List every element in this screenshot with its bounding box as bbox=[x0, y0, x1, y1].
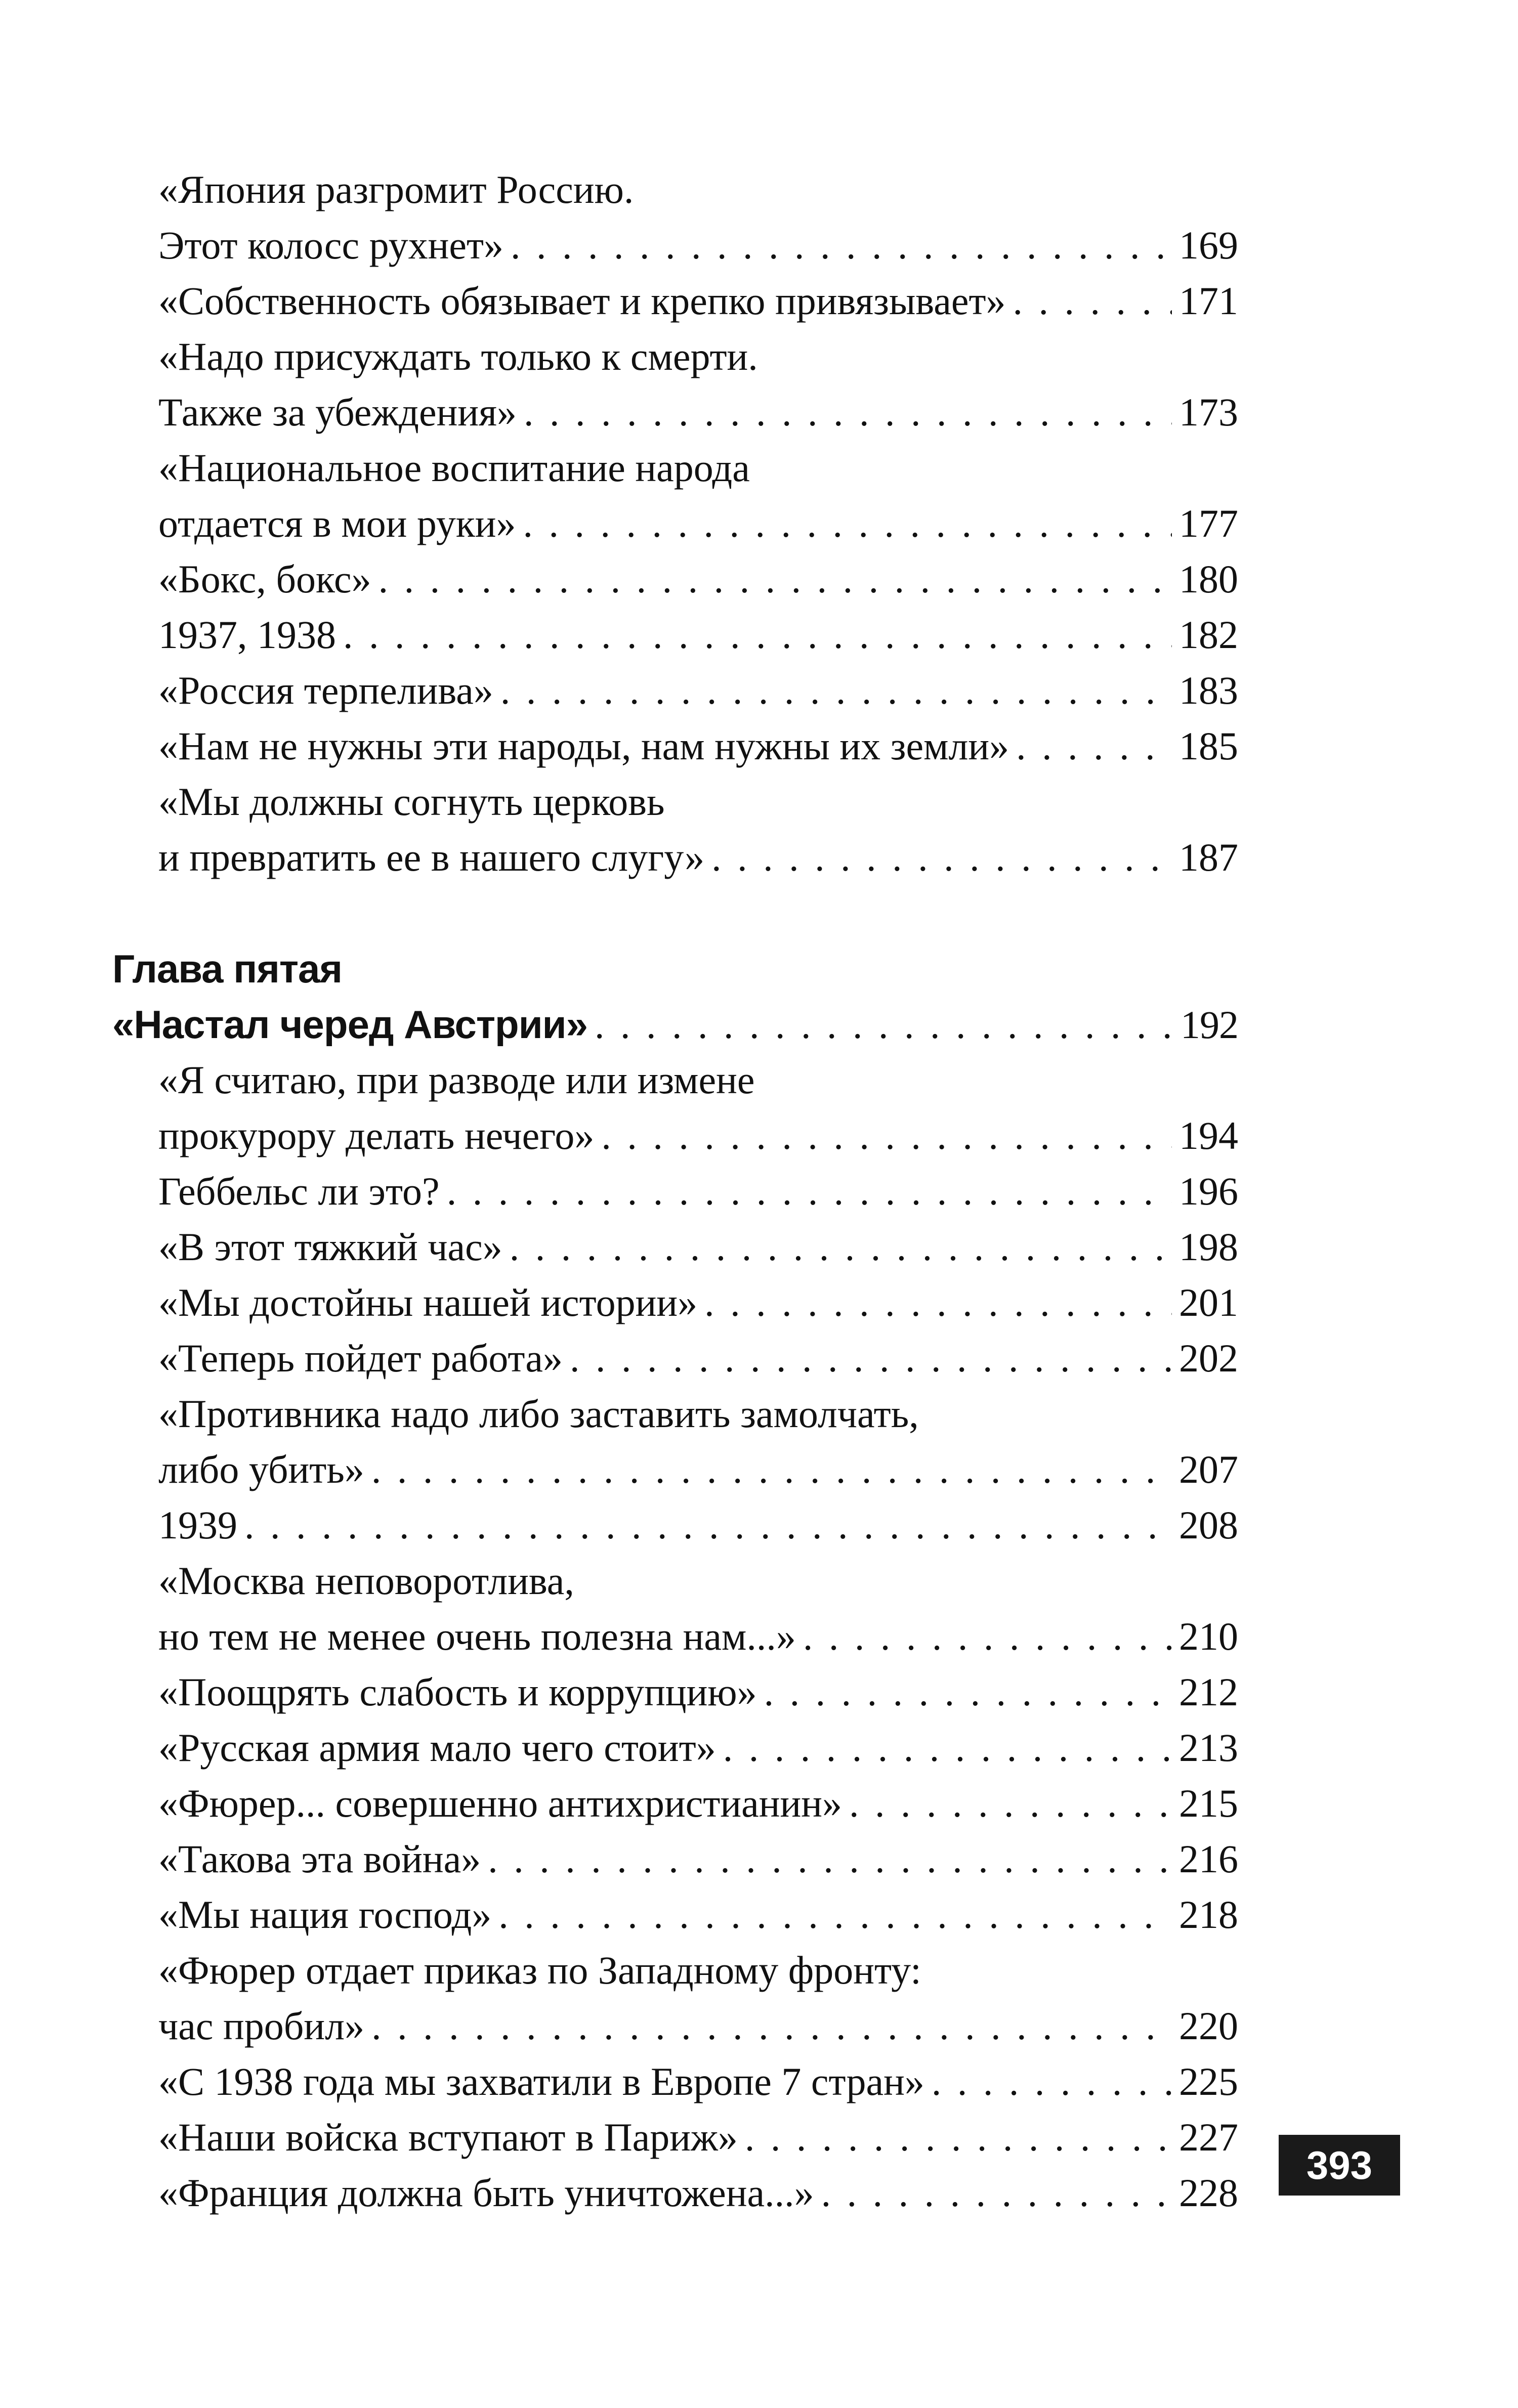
toc-entry[interactable] bbox=[158, 1776, 1238, 1831]
toc-entry[interactable] bbox=[158, 2110, 1238, 2165]
toc-page-number: 208 bbox=[1179, 1503, 1238, 1547]
toc-page-number: 192 bbox=[1180, 1003, 1238, 1047]
toc-entry-title: «Нам не нужны эти народы, нам нужны их земли» bbox=[158, 724, 1009, 768]
dot-leader bbox=[745, 2110, 1172, 2165]
toc-entry-title: Этот колосс рухнет» bbox=[158, 223, 504, 267]
toc-entry[interactable] bbox=[158, 1720, 1238, 1776]
toc-entry-title: «Мы нация господ» bbox=[158, 1893, 492, 1937]
toc-page-number: 218 bbox=[1179, 1893, 1238, 1937]
dot-leader bbox=[488, 1831, 1172, 1887]
dot-leader bbox=[570, 1330, 1172, 1386]
toc-page-number: 213 bbox=[1179, 1726, 1238, 1770]
toc-entry[interactable] bbox=[158, 1887, 1238, 1943]
dot-leader bbox=[447, 1164, 1172, 1219]
dot-leader bbox=[803, 1609, 1172, 1664]
toc-page-number: 225 bbox=[1179, 2059, 1238, 2103]
toc-entry-title: либо убить» bbox=[158, 1447, 364, 1491]
toc-page-number: 198 bbox=[1179, 1225, 1238, 1269]
toc-entry-title: «В этот тяжкий час» bbox=[158, 1225, 502, 1269]
dot-leader bbox=[511, 218, 1172, 273]
toc-entry-title: и превратить ее в нашего слугу» bbox=[158, 835, 705, 879]
toc-page-number: 210 bbox=[1179, 1614, 1238, 1658]
dot-leader bbox=[595, 997, 1173, 1053]
toc-entry-title: «С 1938 года мы захватили в Европе 7 стран» bbox=[158, 2059, 924, 2103]
toc-entry-title: Геббельс ли это? bbox=[158, 1169, 440, 1213]
toc-page-number: 212 bbox=[1179, 1670, 1238, 1714]
toc-entry-line: «Москва неповоротлива, bbox=[158, 1559, 574, 1603]
toc-entry-title: «Такова эта война» bbox=[158, 1837, 481, 1881]
dot-leader bbox=[1016, 718, 1172, 774]
dot-leader bbox=[244, 1497, 1172, 1553]
toc-page-number: 202 bbox=[1179, 1336, 1238, 1380]
chapter-title-entry[interactable] bbox=[112, 997, 1238, 1052]
toc-entry[interactable] bbox=[158, 1275, 1238, 1330]
toc-entry-title: «Теперь пойдет работа» bbox=[158, 1336, 563, 1380]
toc-page-number: 180 bbox=[1179, 557, 1238, 601]
toc-page-number: 185 bbox=[1179, 724, 1238, 768]
toc-entry-line: «Противника надо либо заставить замолчать, bbox=[158, 1392, 919, 1436]
toc-entry-line: «Фюрер отдает приказ по Западному фронту: bbox=[158, 1948, 921, 1992]
toc-entry[interactable] bbox=[158, 273, 1238, 329]
toc-entry-title: отдается в мои руки» bbox=[158, 501, 516, 545]
toc-page-number: 177 bbox=[1179, 501, 1238, 545]
toc-entry-title: «Мы достойны нашей истории» bbox=[158, 1280, 698, 1324]
toc-page-number: 169 bbox=[1179, 223, 1238, 267]
dot-leader bbox=[523, 496, 1172, 551]
toc-entry-title: час пробил» bbox=[158, 2004, 365, 2048]
toc-entry[interactable] bbox=[158, 1998, 1238, 2054]
toc-page-number: 194 bbox=[1179, 1113, 1238, 1157]
toc-entry[interactable] bbox=[158, 607, 1238, 663]
toc-page-number: 228 bbox=[1179, 2171, 1238, 2215]
dot-leader bbox=[378, 551, 1172, 607]
toc-page-number: 216 bbox=[1179, 1837, 1238, 1881]
toc-entry[interactable] bbox=[158, 1164, 1238, 1219]
toc-entry-title: «Наши войска вступают в Париж» bbox=[158, 2115, 738, 2159]
toc-page-number: 207 bbox=[1179, 1447, 1238, 1491]
dot-leader bbox=[723, 1720, 1172, 1776]
toc-entry-title: «Франция должна быть уничтожена...» bbox=[158, 2171, 814, 2215]
toc-entry[interactable] bbox=[158, 718, 1238, 774]
toc-entry-title: прокурору делать нечего» bbox=[158, 1113, 595, 1157]
toc-page-number: 196 bbox=[1179, 1169, 1238, 1213]
toc-entry-title: «Фюрер... совершенно антихристианин» bbox=[158, 1781, 842, 1825]
dot-leader bbox=[932, 2054, 1172, 2110]
toc-page-number: 215 bbox=[1179, 1781, 1238, 1825]
toc-entry[interactable] bbox=[158, 1609, 1238, 1664]
toc-page-number: 182 bbox=[1179, 613, 1238, 657]
toc-entry[interactable] bbox=[158, 384, 1238, 440]
dot-leader bbox=[500, 663, 1172, 718]
toc-entry[interactable] bbox=[158, 551, 1238, 607]
dot-leader bbox=[1013, 273, 1172, 329]
toc-entry-title: «Поощрять слабость и коррупцию» bbox=[158, 1670, 757, 1714]
toc-entry[interactable] bbox=[158, 663, 1238, 718]
toc-page-number: 227 bbox=[1179, 2115, 1238, 2159]
toc-entry[interactable] bbox=[158, 1442, 1238, 1497]
toc-entry[interactable] bbox=[158, 1219, 1238, 1275]
toc-page-number: 187 bbox=[1179, 835, 1238, 879]
dot-leader bbox=[764, 1664, 1172, 1720]
toc-entry[interactable] bbox=[158, 2054, 1238, 2110]
dot-leader bbox=[601, 1108, 1172, 1164]
toc-entry[interactable] bbox=[158, 1664, 1238, 1720]
toc-entry[interactable] bbox=[158, 830, 1238, 885]
toc-page-number: 201 bbox=[1179, 1280, 1238, 1324]
toc-entry-line: «Япония разгромит Россию. bbox=[158, 167, 634, 211]
toc-entry-line: «Национальное воспитание народа bbox=[158, 446, 750, 490]
dot-leader bbox=[510, 1219, 1172, 1275]
page-number-badge: 393 bbox=[1279, 2135, 1400, 2196]
toc-entry-title: «Русская армия мало чего стоит» bbox=[158, 1726, 716, 1770]
toc-entry-title: 1937, 1938 bbox=[158, 613, 336, 657]
toc-entry-title: «Настал черед Австрии» bbox=[112, 1002, 587, 1047]
dot-leader bbox=[371, 1442, 1172, 1497]
toc-entry-title: 1939 bbox=[158, 1503, 237, 1547]
toc-page-number: 173 bbox=[1179, 390, 1238, 434]
dot-leader bbox=[343, 607, 1172, 663]
toc-entry[interactable] bbox=[158, 1497, 1238, 1553]
dot-leader bbox=[711, 830, 1172, 885]
dot-leader bbox=[821, 2165, 1172, 2221]
dot-leader bbox=[704, 1275, 1172, 1330]
toc-entry[interactable] bbox=[158, 1330, 1238, 1386]
dot-leader bbox=[849, 1776, 1172, 1831]
toc-page-number: 183 bbox=[1179, 668, 1238, 712]
toc-entry-line: «Мы должны согнуть церковь bbox=[158, 780, 665, 824]
dot-leader bbox=[524, 384, 1172, 440]
toc-entry-title: «Россия терпелива» bbox=[158, 668, 493, 712]
toc-entry-line: «Я считаю, при разводе или измене bbox=[158, 1058, 755, 1102]
dot-leader bbox=[498, 1887, 1172, 1943]
toc-entry[interactable] bbox=[158, 496, 1238, 551]
toc-entry[interactable] bbox=[158, 1831, 1238, 1887]
toc-entry-title: но тем не менее очень полезна нам...» bbox=[158, 1614, 796, 1658]
toc-entry-title: «Собственность обязывает и крепко привязывает» bbox=[158, 279, 1006, 323]
toc-entry[interactable] bbox=[158, 218, 1238, 273]
chapter-label: Глава пятая bbox=[112, 947, 342, 991]
toc-entry[interactable] bbox=[158, 1108, 1238, 1164]
toc-entry-title: «Бокс, бокс» bbox=[158, 557, 371, 601]
toc-page-number: 220 bbox=[1179, 2004, 1238, 2048]
toc-page-number: 171 bbox=[1179, 279, 1238, 323]
toc-entry[interactable] bbox=[158, 2165, 1238, 2221]
toc-entry-line: «Надо присуждать только к смерти. bbox=[158, 334, 758, 378]
toc-entry-title: Также за убеждения» bbox=[158, 390, 517, 434]
dot-leader bbox=[371, 1998, 1172, 2054]
